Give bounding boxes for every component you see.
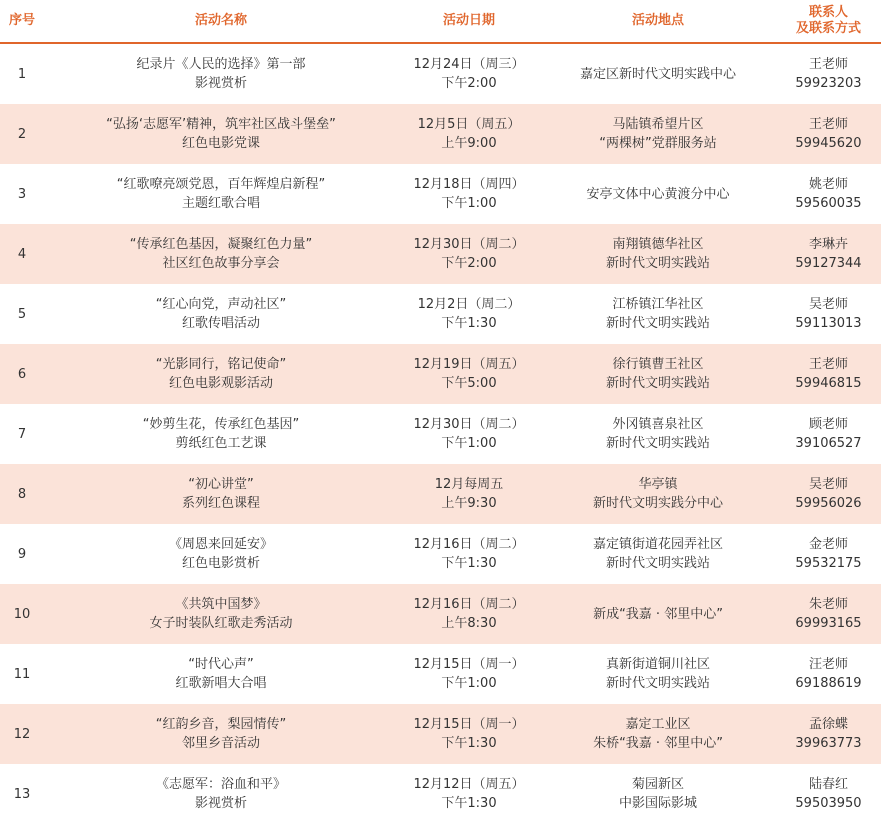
- date-line: 12月2日（周二）: [417, 297, 521, 312]
- table-row: [0, 43, 881, 104]
- contact-line: 59127344: [795, 256, 862, 271]
- header-contact: [776, 0, 881, 43]
- row-number: 1: [17, 66, 27, 82]
- date-line: 下午1:00: [441, 196, 497, 211]
- row-number: 12: [0, 704, 44, 764]
- header-row: [0, 0, 881, 43]
- place-line: 新时代文明实践站: [605, 676, 710, 691]
- cell-name: [44, 344, 398, 404]
- contact-line: 李琳卉: [808, 237, 848, 252]
- cell-name: [44, 644, 398, 704]
- header-place: 活动地点: [540, 0, 776, 43]
- contact-line: 39963773: [795, 736, 862, 751]
- place-line: 新时代文明实践站: [605, 376, 710, 391]
- cell-contact: [776, 344, 881, 404]
- cell-place: [540, 644, 776, 704]
- date-line: 下午1:30: [441, 796, 497, 811]
- cell-contact: [776, 764, 881, 824]
- place-line: 新时代文明实践分中心: [592, 496, 723, 511]
- date-line: 下午1:30: [441, 556, 497, 571]
- place-line: 新时代文明实践站: [605, 256, 710, 271]
- cell-name: [44, 404, 398, 464]
- table-body: [0, 43, 881, 824]
- cell-date: [398, 584, 540, 644]
- contact-line: 59945620: [795, 136, 862, 151]
- contact-line: 王老师: [808, 357, 848, 372]
- date-line: 12月24日（周三）: [413, 57, 525, 72]
- date-line: 下午5:00: [441, 376, 497, 391]
- place-line: 嘉定区新时代文明实践中心: [579, 66, 736, 82]
- cell-date: [398, 464, 540, 524]
- table-row: [0, 284, 881, 344]
- date-line: 下午1:30: [441, 316, 497, 331]
- contact-line: 59113013: [795, 316, 862, 331]
- cell-date: [398, 164, 540, 224]
- date-line: 上午9:30: [441, 496, 497, 511]
- place-line: 中影国际影城: [618, 796, 697, 811]
- place-line: 朱桥“我嘉 · 邻里中心”: [593, 736, 723, 751]
- cell-name: [44, 704, 398, 764]
- cell-contact: [776, 464, 881, 524]
- name-line: 女子时装队红歌走秀活动: [149, 616, 293, 631]
- contact-line: 59923203: [795, 76, 862, 91]
- cell-contact: [776, 704, 881, 764]
- name-line: “光影同行，铭记使命”: [155, 357, 287, 372]
- table-row: [0, 404, 881, 464]
- cell-place: [540, 164, 776, 224]
- contact-line: 孟徐蝶: [808, 717, 848, 732]
- name-line: 《共筑中国梦》: [175, 597, 267, 612]
- date-line: 12月16日（周二）: [413, 597, 525, 612]
- cell-contact: [776, 104, 881, 164]
- cell-place: [540, 764, 776, 824]
- date-line: 下午1:00: [441, 676, 497, 691]
- table-row: [0, 344, 881, 404]
- cell-contact: [776, 524, 881, 584]
- row-number: 6: [0, 344, 44, 404]
- cell-place: [540, 524, 776, 584]
- contact-line: 吴老师: [808, 477, 848, 492]
- name-line: “时代心声”: [188, 657, 254, 672]
- name-line: 系列红色课程: [181, 496, 260, 511]
- cell-contact: [776, 164, 881, 224]
- date-line: 下午2:00: [441, 256, 497, 271]
- name-line: 红色电影观影活动: [168, 376, 273, 391]
- header-contact-line1: 联系人: [808, 5, 848, 20]
- cell-date: [398, 284, 540, 344]
- cell-date: [398, 764, 540, 824]
- row-number: 10: [0, 584, 44, 644]
- name-line: 《周恩来回延安》: [168, 537, 273, 552]
- date-line: 下午1:00: [441, 436, 497, 451]
- cell-place: [540, 344, 776, 404]
- date-line: 上午8:30: [441, 616, 497, 631]
- name-line: “传承红色基因，凝聚红色力量”: [129, 237, 313, 252]
- header-date: 活动日期: [398, 0, 540, 43]
- contact-line: 39106527: [795, 436, 862, 451]
- table-row: [0, 524, 881, 584]
- name-line: 纪录片《人民的选择》第一部: [136, 57, 306, 72]
- row-number: 2: [0, 104, 44, 164]
- cell-name: [44, 464, 398, 524]
- contact-line: 王老师: [808, 117, 848, 132]
- name-line: “红心向党，声动社区”: [155, 297, 287, 312]
- cell-name: [44, 43, 398, 104]
- name-line: 红歌新唱大合唱: [175, 676, 267, 691]
- cell-date: [398, 224, 540, 284]
- cell-contact: [776, 284, 881, 344]
- date-line: 12月19日（周五）: [413, 357, 525, 372]
- contact-line: 69188619: [795, 676, 862, 691]
- header-contact-line2: 及联系方式: [795, 21, 861, 36]
- contact-line: 59503950: [795, 796, 862, 811]
- row-number: 8: [0, 464, 44, 524]
- row-number: 5: [17, 306, 27, 322]
- cell-date: [398, 704, 540, 764]
- table-row: [0, 764, 881, 824]
- name-line: 影视赏析: [194, 76, 247, 91]
- cell-contact: [776, 584, 881, 644]
- contact-line: 69993165: [795, 616, 862, 631]
- cell-name: [44, 224, 398, 284]
- place-line: 南翔镇德华社区: [612, 237, 704, 252]
- place-line: 真新街道铜川社区: [605, 657, 710, 672]
- name-line: 《志愿军：浴血和平》: [155, 777, 286, 792]
- cell-place: [540, 104, 776, 164]
- date-line: 下午1:30: [441, 736, 497, 751]
- cell-place: [540, 284, 776, 344]
- cell-contact: [776, 43, 881, 104]
- cell-place: [540, 584, 776, 644]
- contact-line: 59560035: [795, 196, 862, 211]
- contact-line: 姚老师: [808, 177, 848, 192]
- contact-line: 王老师: [808, 57, 848, 72]
- name-line: 剪纸红色工艺课: [175, 436, 267, 451]
- contact-line: 汪老师: [808, 657, 848, 672]
- place-line: 安亭文体中心黄渡分中心: [586, 186, 730, 202]
- date-line: 12月15日（周一）: [413, 657, 525, 672]
- cell-name: [44, 164, 398, 224]
- name-line: 红色电影赏析: [181, 556, 260, 571]
- cell-name: [44, 104, 398, 164]
- cell-date: [398, 344, 540, 404]
- header-name: 活动名称: [44, 0, 398, 43]
- date-line: 12月5日（周五）: [417, 117, 521, 132]
- name-line: 影视赏析: [194, 796, 247, 811]
- date-line: 12月12日（周五）: [413, 777, 525, 792]
- date-line: 12月16日（周二）: [413, 537, 525, 552]
- row-number: 7: [17, 426, 27, 442]
- name-line: 邻里乡音活动: [181, 736, 260, 751]
- cell-date: [398, 104, 540, 164]
- place-line: 菊园新区: [631, 777, 684, 792]
- place-line: 外冈镇喜泉社区: [612, 417, 704, 432]
- row-number: 11: [13, 666, 31, 682]
- cell-contact: [776, 224, 881, 284]
- row-number: 9: [17, 546, 27, 562]
- cell-date: [398, 644, 540, 704]
- header-no: 序号: [0, 0, 44, 43]
- row-number: 3: [17, 186, 27, 202]
- contact-line: 59956026: [795, 496, 862, 511]
- date-line: 12月18日（周四）: [413, 177, 525, 192]
- name-line: 红色电影党课: [181, 136, 260, 151]
- date-line: 12月15日（周一）: [413, 717, 525, 732]
- name-line: 社区红色故事分享会: [162, 256, 280, 271]
- name-line: “红歌嘹亮颂党恩，百年辉煌启新程”: [116, 177, 326, 192]
- cell-name: [44, 584, 398, 644]
- name-line: “初心讲堂”: [188, 477, 254, 492]
- row-number: 13: [13, 786, 31, 802]
- name-line: 主题红歌合唱: [181, 196, 260, 211]
- place-line: 新成“我嘉 · 邻里中心”: [593, 606, 723, 622]
- contact-line: 顾老师: [808, 417, 848, 432]
- table-row: [0, 584, 881, 644]
- cell-date: [398, 43, 540, 104]
- contact-line: 朱老师: [808, 597, 848, 612]
- cell-place: [540, 464, 776, 524]
- table-row: [0, 464, 881, 524]
- cell-name: [44, 524, 398, 584]
- place-line: 华亭镇: [638, 477, 678, 492]
- cell-name: [44, 764, 398, 824]
- table-row: [0, 164, 881, 224]
- date-line: 12月30日（周二）: [413, 237, 525, 252]
- contact-line: 59946815: [795, 376, 862, 391]
- contact-line: 59532175: [795, 556, 862, 571]
- cell-place: [540, 404, 776, 464]
- date-line: 下午2:00: [441, 76, 497, 91]
- place-line: 江桥镇江华社区: [612, 297, 704, 312]
- table-row: [0, 224, 881, 284]
- place-line: 嘉定工业区: [625, 717, 691, 732]
- cell-place: [540, 43, 776, 104]
- place-line: 新时代文明实践站: [605, 436, 710, 451]
- name-line: “红韵乡音，梨园情传”: [155, 717, 287, 732]
- contact-line: 金老师: [808, 537, 848, 552]
- cell-contact: [776, 404, 881, 464]
- cell-date: [398, 524, 540, 584]
- row-number: 4: [0, 224, 44, 284]
- cell-name: [44, 284, 398, 344]
- place-line: 新时代文明实践站: [605, 556, 710, 571]
- table-row: [0, 704, 881, 764]
- cell-date: [398, 404, 540, 464]
- table-row: [0, 644, 881, 704]
- name-line: “弘扬‘志愿军’精神，筑牢社区战斗堡垒”: [106, 117, 336, 132]
- date-line: 上午9:00: [441, 136, 497, 151]
- place-line: 马陆镇希望片区: [612, 117, 704, 132]
- cell-contact: [776, 644, 881, 704]
- date-line: 12月30日（周二）: [413, 417, 525, 432]
- contact-line: 吴老师: [808, 297, 848, 312]
- name-line: 红歌传唱活动: [181, 316, 260, 331]
- place-line: 徐行镇曹王社区: [612, 357, 704, 372]
- date-line: 12月每周五: [434, 477, 504, 492]
- place-line: 嘉定镇街道花园弄社区: [592, 537, 723, 552]
- cell-place: [540, 224, 776, 284]
- name-line: “妙剪生花，传承红色基因”: [142, 417, 300, 432]
- cell-place: [540, 704, 776, 764]
- table-row: [0, 104, 881, 164]
- contact-line: 陆春红: [808, 777, 848, 792]
- place-line: “两棵树”党群服务站: [599, 136, 717, 151]
- place-line: 新时代文明实践站: [605, 316, 710, 331]
